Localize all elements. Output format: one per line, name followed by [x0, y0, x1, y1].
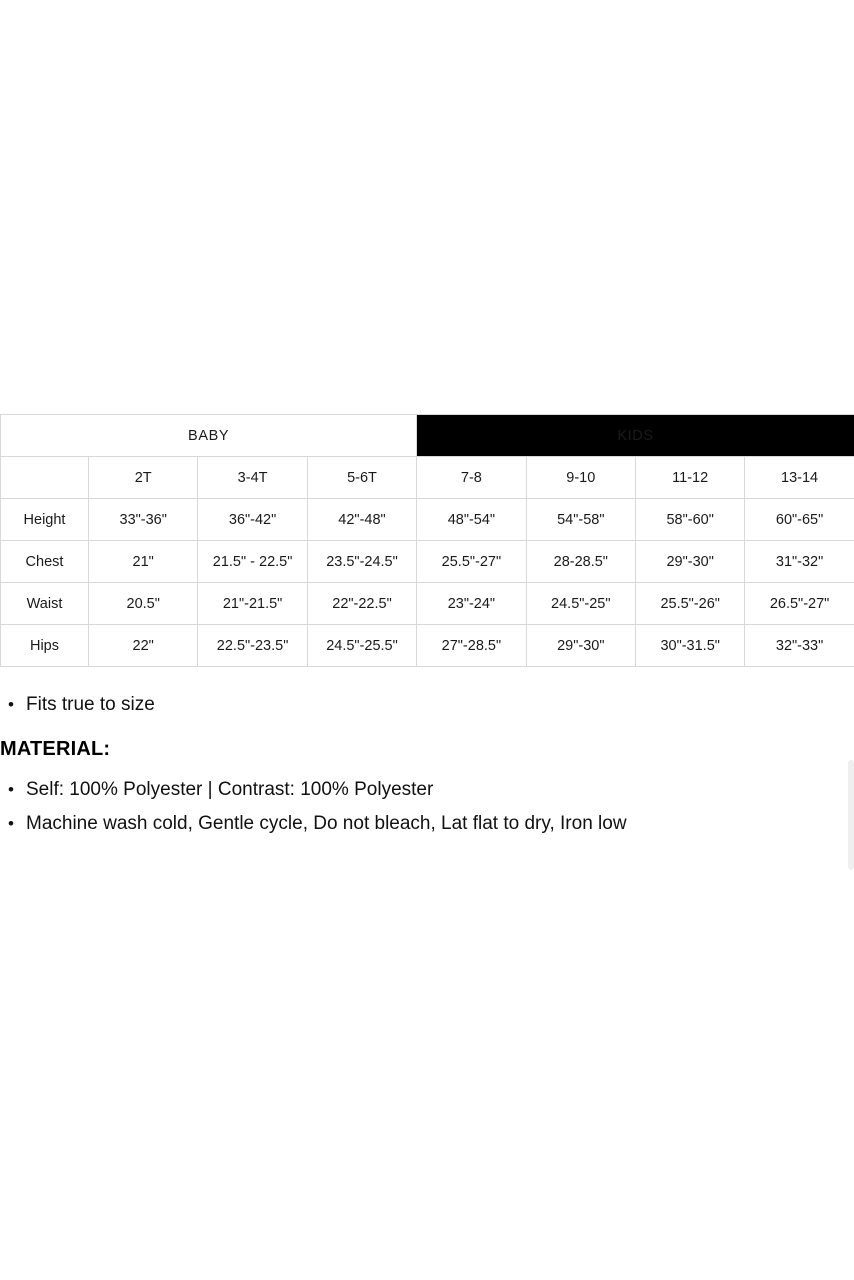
measurement-value: 48"-54": [417, 499, 526, 541]
measurement-value: 36"-42": [198, 499, 307, 541]
measurement-value: 29"-30": [635, 541, 744, 583]
measurement-value: 58"-60": [635, 499, 744, 541]
material-list: [0, 775, 854, 839]
measurement-value: 23"-24": [417, 583, 526, 625]
size-column-header: 13-14: [745, 457, 854, 499]
measurement-value: 42"-48": [307, 499, 416, 541]
measurement-value: 24.5"-25": [526, 583, 635, 625]
measurement-label: Hips: [1, 625, 89, 667]
fit-notes-list: [0, 690, 854, 720]
size-column-header: 7-8: [417, 457, 526, 499]
list-item: • Fits true to size: [0, 690, 854, 720]
measurement-label: Waist: [1, 583, 89, 625]
list-item: • Machine wash cold, Gentle cycle, Do not bleach, Lat flat to dry, Iron low: [0, 809, 854, 839]
measurement-value: 60"-65": [745, 499, 854, 541]
measurement-value: 23.5"-24.5": [307, 541, 416, 583]
measurement-label: Height: [1, 499, 89, 541]
measurement-value: 25.5"-26": [635, 583, 744, 625]
size-chart-corner: [1, 457, 89, 499]
table-row: [1, 541, 854, 583]
size-column-header: 2T: [89, 457, 198, 499]
material-heading: MATERIAL:: [0, 738, 111, 760]
size-column-header: 11-12: [635, 457, 744, 499]
size-column-header: 9-10: [526, 457, 635, 499]
table-row: [1, 625, 854, 667]
product-details-content: [0, 690, 854, 843]
measurement-value: 54"-58": [526, 499, 635, 541]
size-chart-table: [0, 414, 854, 667]
size-chart-group-row: [1, 415, 854, 457]
table-row: [1, 499, 854, 541]
measurement-value: 25.5"-27": [417, 541, 526, 583]
measurement-value: 30"-31.5": [635, 625, 744, 667]
measurement-value: 26.5"-27": [745, 583, 854, 625]
measurement-value: 21.5" - 22.5": [198, 541, 307, 583]
measurement-value: 27"-28.5": [417, 625, 526, 667]
size-column-header: 5-6T: [307, 457, 416, 499]
measurement-value: 22": [89, 625, 198, 667]
measurement-value: 29"-30": [526, 625, 635, 667]
group-header-kids: KIDS: [417, 415, 854, 457]
measurement-value: 28-28.5": [526, 541, 635, 583]
group-header-baby: BABY: [1, 415, 417, 457]
measurement-value: 32"-33": [745, 625, 854, 667]
table-row: [1, 583, 854, 625]
size-chart-sizes-row: [1, 457, 854, 499]
scrollbar-track[interactable]: [848, 760, 854, 870]
measurement-value: 20.5": [89, 583, 198, 625]
measurement-value: 33"-36": [89, 499, 198, 541]
list-item: • Self: 100% Polyester | Contrast: 100% Polyester: [0, 775, 854, 805]
measurement-value: 21": [89, 541, 198, 583]
measurement-value: 22"-22.5": [307, 583, 416, 625]
measurement-value: 31"-32": [745, 541, 854, 583]
measurement-label: Chest: [1, 541, 89, 583]
measurement-value: 22.5"-23.5": [198, 625, 307, 667]
measurement-value: 21"-21.5": [198, 583, 307, 625]
measurement-value: 24.5"-25.5": [307, 625, 416, 667]
size-column-header: 3-4T: [198, 457, 307, 499]
size-chart-container: [0, 414, 854, 667]
